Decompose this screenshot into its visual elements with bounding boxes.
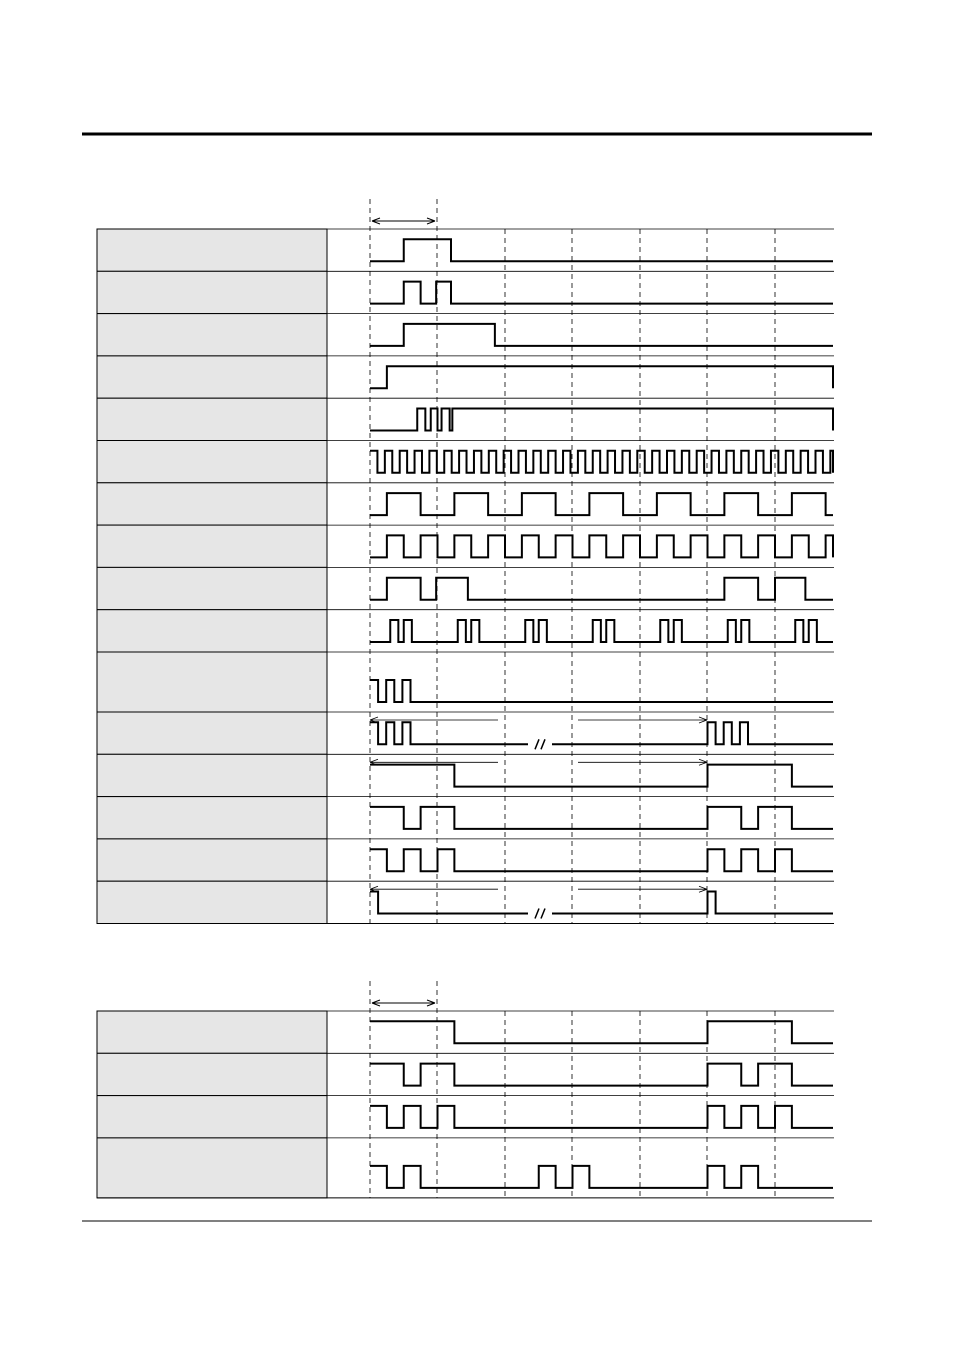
signal-row [97, 314, 834, 356]
signal-label-cell [97, 1096, 327, 1138]
signal-waveform [370, 282, 833, 304]
signal-waveform [370, 1064, 833, 1086]
signal-label-cell [97, 567, 327, 609]
interval-arrow-right [578, 759, 707, 765]
signal-waveform [370, 849, 833, 871]
timing-diagram-2 [97, 981, 834, 1198]
signal-label-cell [97, 610, 327, 652]
break-gap [528, 738, 552, 750]
period-arrow [372, 1000, 435, 1006]
signal-waveform [370, 239, 833, 261]
signal-label-cell [97, 1138, 327, 1198]
signal-label-cell [97, 754, 327, 796]
signal-waveform [370, 451, 833, 473]
signal-row [97, 525, 834, 567]
signal-waveform [370, 722, 833, 744]
signal-row [97, 441, 834, 483]
signal-row [97, 652, 834, 712]
period-arrow [372, 218, 435, 224]
signal-waveform [370, 1106, 833, 1128]
signal-waveform [370, 1021, 833, 1043]
signal-row [97, 567, 834, 609]
signal-label-cell [97, 1011, 327, 1053]
signal-waveform [370, 535, 833, 557]
signal-label-cell [97, 525, 327, 567]
signal-row [97, 1011, 834, 1053]
signal-row [97, 398, 834, 440]
interval-arrow-right [578, 717, 707, 723]
signal-row [97, 610, 834, 652]
signal-label-cell [97, 797, 327, 839]
signal-waveform [370, 680, 833, 702]
signal-row [97, 271, 834, 313]
signal-row [97, 712, 834, 754]
interval-arrow-right [578, 886, 707, 892]
signal-row [97, 1053, 834, 1095]
signal-label-cell [97, 483, 327, 525]
signal-waveform [370, 493, 833, 515]
signal-waveform [370, 409, 833, 431]
signal-label-cell [97, 712, 327, 754]
signal-label-cell [97, 398, 327, 440]
signal-label-cell [97, 229, 327, 271]
signal-row [97, 1096, 834, 1138]
signal-label-cell [97, 271, 327, 313]
signal-row [97, 839, 834, 881]
signal-waveform [370, 366, 833, 388]
signal-label-cell [97, 881, 327, 923]
signal-waveform [370, 1166, 833, 1188]
signal-row [97, 881, 834, 923]
signal-label-cell [97, 356, 327, 398]
signal-row [97, 229, 834, 271]
signal-waveform [370, 807, 833, 829]
signal-waveform [370, 620, 833, 642]
interval-arrow-left [370, 886, 498, 892]
signal-waveform [370, 765, 833, 787]
signal-waveform [370, 892, 833, 914]
signal-waveform [370, 324, 833, 346]
timing-diagram-1 [97, 199, 834, 924]
signal-label-cell [97, 314, 327, 356]
signal-row [97, 356, 834, 398]
signal-waveform [370, 578, 833, 600]
signal-label-cell [97, 441, 327, 483]
signal-row [97, 754, 834, 796]
signal-row [97, 1138, 834, 1198]
signal-label-cell [97, 839, 327, 881]
signal-label-cell [97, 1053, 327, 1095]
break-gap [528, 908, 552, 920]
signal-row [97, 797, 834, 839]
signal-label-cell [97, 652, 327, 712]
signal-row [97, 483, 834, 525]
